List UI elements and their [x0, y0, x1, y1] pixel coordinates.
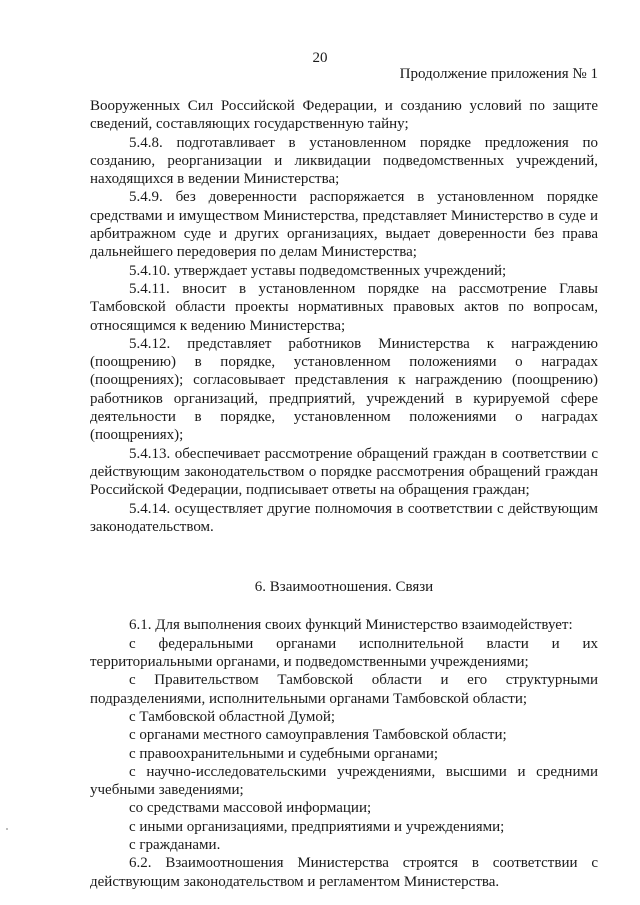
paragraph-5-4-13: 5.4.13. обеспечивает рассмотрение обращений граждан в соответствии с действующим законодательством о порядке рассмотрения обращений граждан Российской Федерации, подписывает ответы на обращения граждан;	[90, 445, 598, 499]
list-item: с федеральными органами исполнительной власти и их территориальными органами, и подведомственными учреждениями;	[90, 635, 598, 671]
list-item: с научно-исследовательскими учреждениями, высшими и средними учебными заведениями;	[90, 763, 598, 799]
list-item: с органами местного самоуправления Тамбовской области;	[129, 727, 507, 744]
list-item: с гражданами.	[129, 836, 221, 853]
paragraph-6-1: 6.1. Для выполнения своих функций Министерство взаимодействует:	[129, 617, 573, 634]
paragraph-5-4-9: 5.4.9. без доверенности распоряжается в установленном порядке средствами и имуществом Министерства, представляет Министерство в суде и арбитражном суде и других организациях, выдает доверенности без права дальнейшего передоверия по делам Министерства;	[90, 189, 598, 261]
document-body	[90, 97, 598, 891]
paragraph-5-4-14: 5.4.14. осуществляет другие полномочия в соответствии с действующим законодательством.	[90, 500, 598, 535]
appendix-continuation-note: Продолжение приложения № 1	[399, 66, 598, 82]
list-item: с иными организациями, предприятиями и учреждениями;	[129, 818, 505, 835]
paragraph-continuation: Вооруженных Сил Российской Федерации, и созданию условий по защите сведений, составляющих государственную тайну;	[90, 98, 598, 133]
scan-artifact	[6, 828, 8, 830]
list-item: с Тамбовской областной Думой;	[129, 708, 336, 725]
paragraph-6-2: 6.2. Взаимоотношения Министерства строятся в соответствии с действующим законодательством и регламентом Министерства.	[90, 855, 598, 890]
paragraph-5-4-11: 5.4.11. вносит в установленном порядке на рассмотрение Главы Тамбовской области проекты нормативных правовых актов по вопросам, относящимся к ведению Министерства;	[90, 280, 598, 334]
paragraph-5-4-12: 5.4.12. представляет работников Министерства к награждению (поощрению) в порядке, установленном положениями о наградах (поощрениях); согласовывает представления к награждению (поощрению) работников организаций, предприятий, учреждений в курируемой сфере деятельности в порядке, установленном положениями о наградах (поощрениях);	[90, 335, 598, 444]
paragraph-5-4-10: 5.4.10. утверждает уставы подведомственных учреждений;	[129, 262, 507, 279]
page-number: 20	[312, 50, 328, 66]
list-item: с правоохранительными и судебными органами;	[129, 745, 439, 762]
section-heading: 6. Взаимоотношения. Связи	[254, 579, 434, 596]
list-item: со средствами массовой информации;	[129, 800, 372, 817]
paragraph-5-4-8: 5.4.8. подготавливает в установленном порядке предложения по созданию, реорганизации и ликвидации подведомственных учреждений, находящихся в ведении Министерства;	[90, 134, 598, 188]
list-item: с Правительством Тамбовской области и его структурными подразделениями, исполнительными органами Тамбовской области;	[90, 672, 598, 707]
